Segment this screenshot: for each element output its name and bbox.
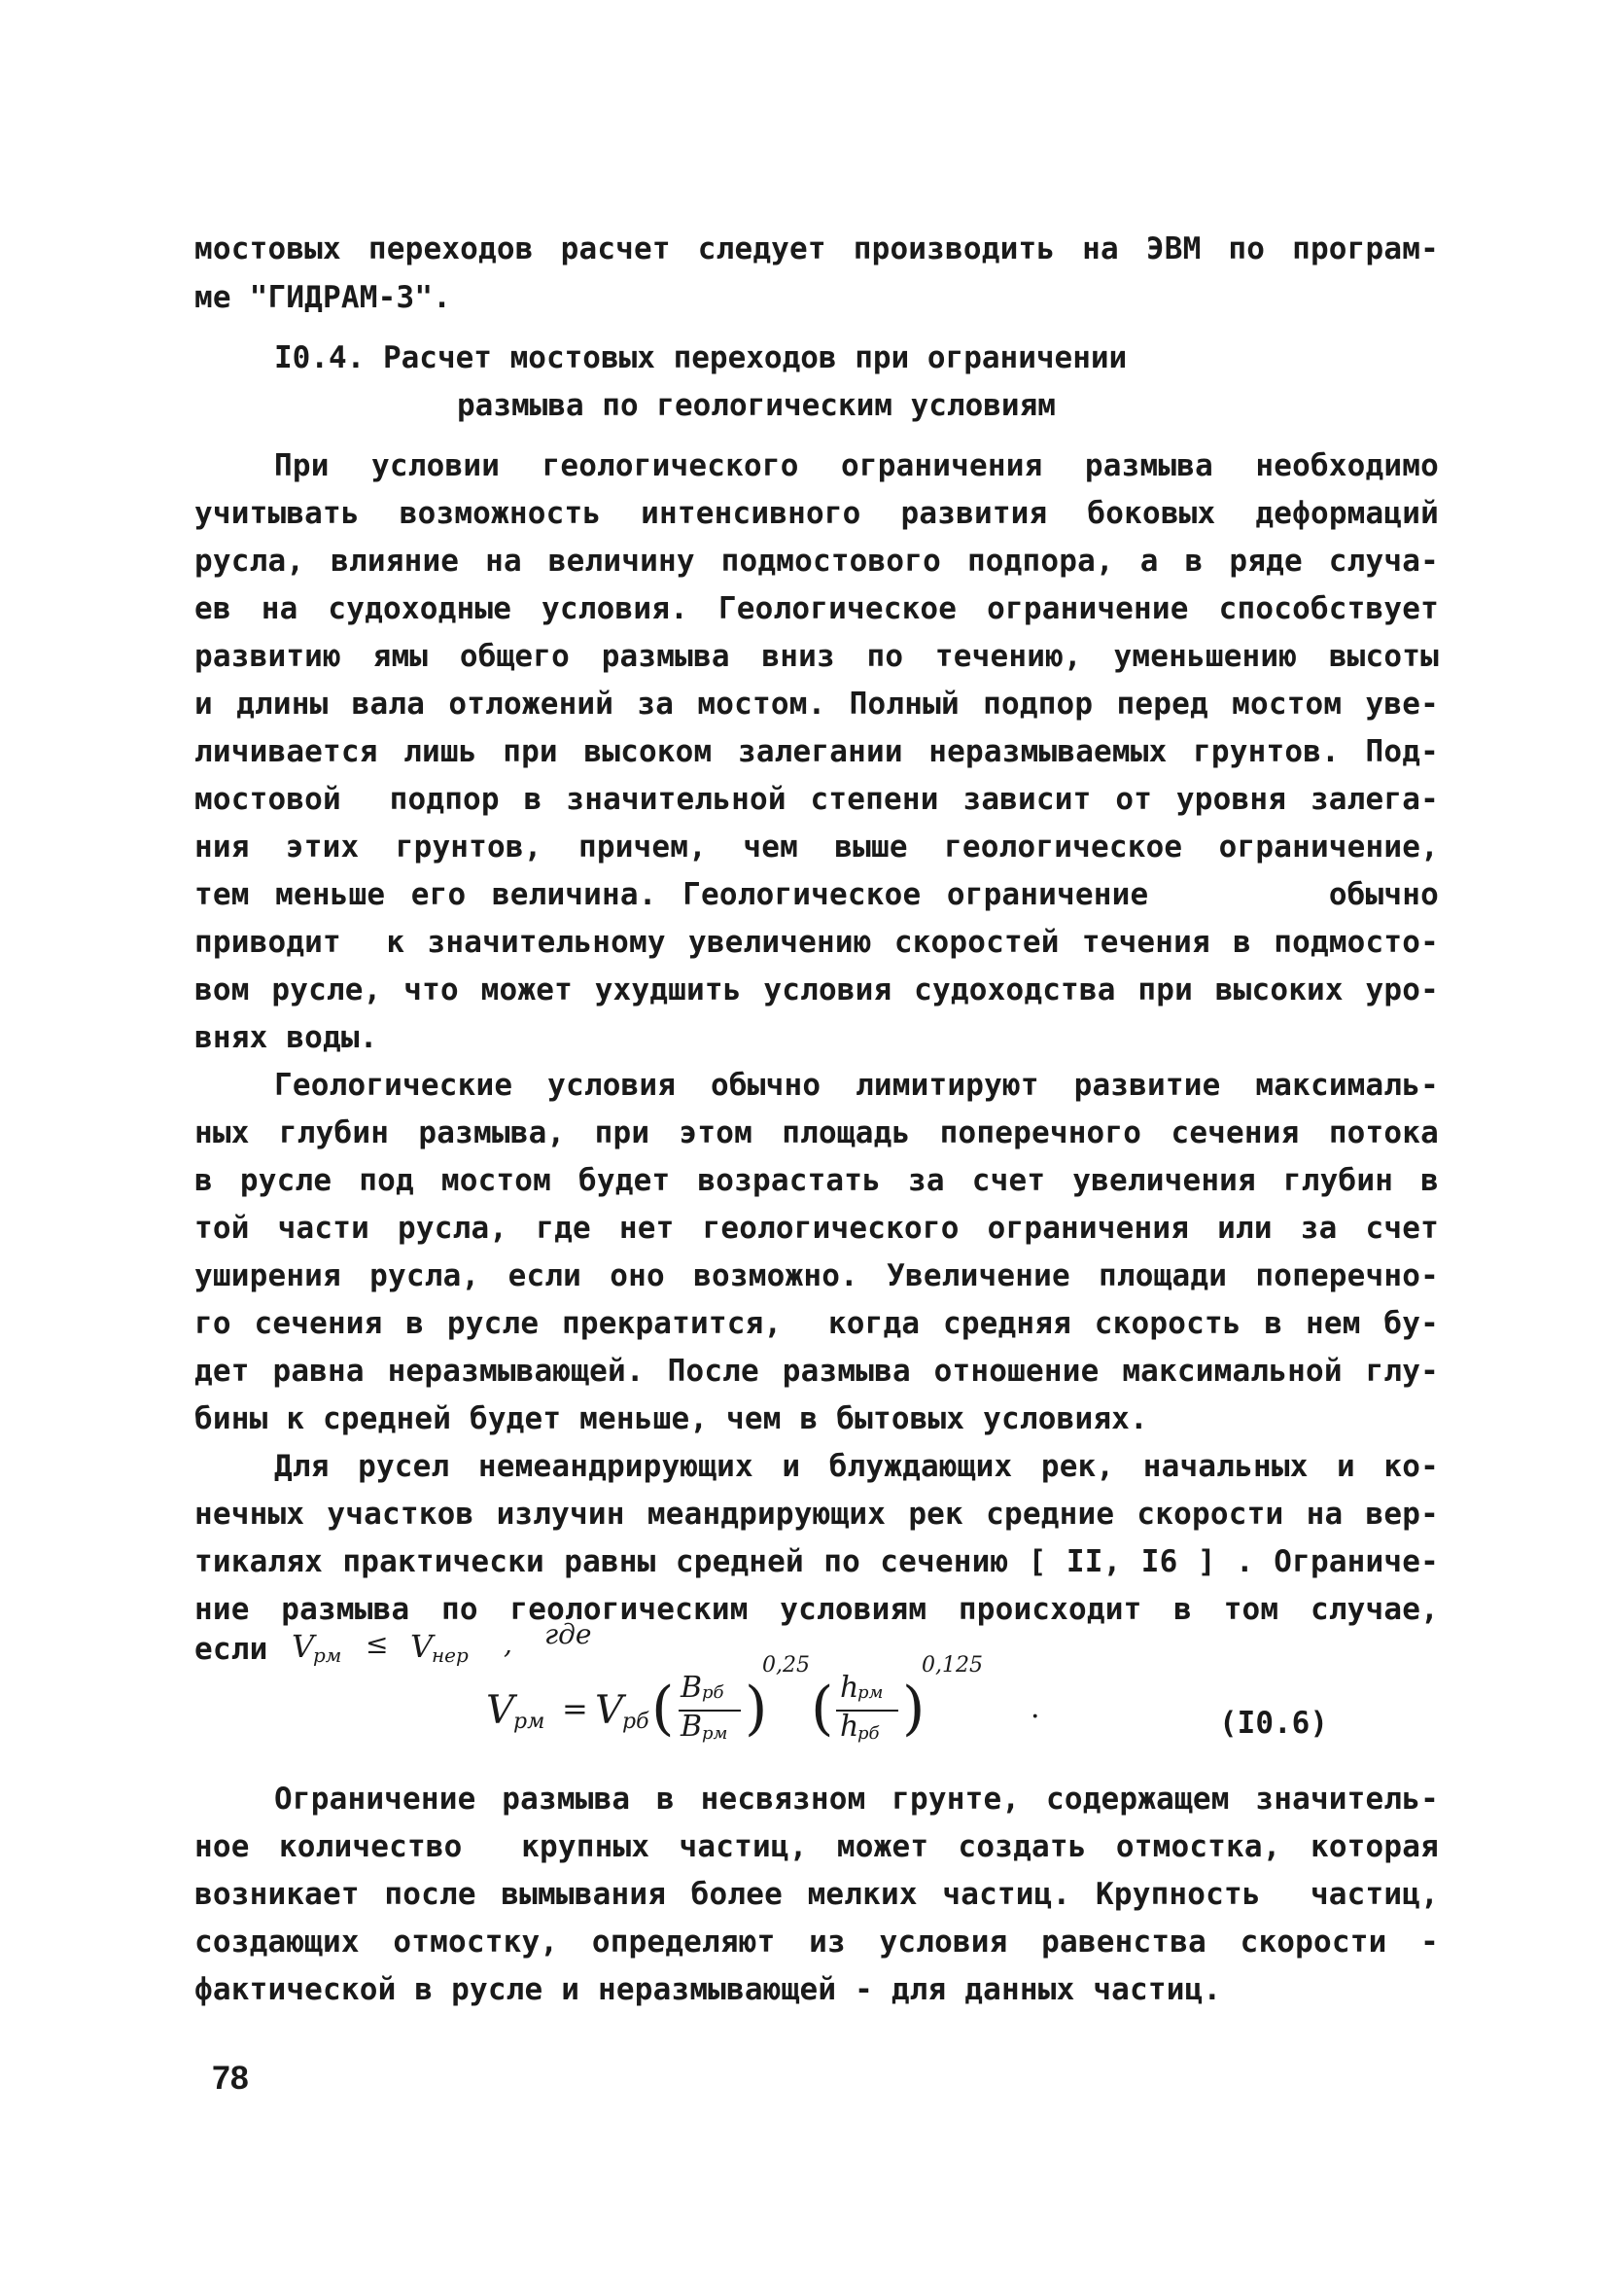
condition-sub1: рм (313, 1643, 342, 1667)
text-line: фактической в русле и неразмывающей - для данных частиц. (194, 1972, 1222, 2007)
condition-comma: , (504, 1628, 512, 1660)
text-line: мостовой подпор в значительной степени зависит от уровня залега- (194, 782, 1439, 817)
formula-rhs-sub: рб (622, 1710, 649, 1734)
formula-frac1-den: B (681, 1710, 703, 1744)
text-line: Геологические условия обычно лимитируют развитие максималь- (274, 1068, 1439, 1103)
section-heading-line2: размыва по геологическим условиям (457, 388, 1056, 423)
condition-sub2: нер (432, 1643, 469, 1667)
text-line: личивается лишь при высоком залегании неразмываемых грунтов. Под- (194, 734, 1439, 769)
text-line: ных глубин размыва, при этом площадь поперечного сечения потока (194, 1115, 1439, 1150)
condition-v1: V (292, 1628, 315, 1665)
text-line: внях воды. (194, 1020, 378, 1055)
text-line: той части русла, где нет геологического ограничения или за счет (194, 1211, 1439, 1246)
formula-paren-open: ( (651, 1675, 675, 1743)
formula-eq: = (562, 1690, 588, 1727)
text-line: дет равна неразмывающей. После размыва отношение максимальной глу- (194, 1354, 1439, 1389)
section-heading-line1: I0.4. Расчет мостовых переходов при ограничении (274, 340, 1128, 375)
text-line: мостовых переходов расчет следует производить на ЭВМ по програм- (194, 231, 1439, 266)
text-line: возникает после вымывания более мелких частиц. Крупность частиц, (194, 1877, 1439, 1912)
formula-paren-close: ) (745, 1675, 768, 1743)
condition-v2: V (410, 1628, 434, 1665)
text-line: и длины вала отложений за мостом. Полный подпор перед мостом уве- (194, 687, 1439, 722)
text-line: в русле под мостом будет возрастать за счет увеличения глубин в (194, 1163, 1439, 1198)
formula-frac1-num: B (681, 1671, 703, 1705)
formula-frac2-num-sub: рм (857, 1682, 884, 1703)
text-line: Ограничение размыва в несвязном грунте, содержащем значитель- (274, 1782, 1439, 1817)
text-line: развитию ямы общего размыва вниз по течению, уменьшению высоты (194, 639, 1439, 674)
text-line: приводит к значительному увеличению скоростей течения в подмосто- (194, 925, 1439, 960)
text-line: При условии геологического ограничения размыва необходимо (274, 448, 1439, 483)
formula-frac1-den-sub: рм (702, 1723, 728, 1744)
text-line: уширения русла, если оно возможно. Увеличение площади поперечно- (194, 1258, 1439, 1293)
text-line: бины к средней будет меньше, чем в бытовых условиях. (194, 1401, 1148, 1436)
text-line: Для русел немеандрирующих и блуждающих рек, начальных и ко- (274, 1449, 1439, 1484)
formula-paren-open: ( (811, 1675, 834, 1743)
text-line: учитывать возможность интенсивного развития боковых деформаций (194, 496, 1439, 531)
text-line: создающих отмостку, определяют из условия равенства скорости - (194, 1925, 1439, 1960)
formula-exp1: 0,25 (762, 1653, 810, 1678)
text-line: вом русле, что может ухудшить условия судоходства при высоких уро- (194, 972, 1439, 1007)
text-line: ния этих грунтов, причем, чем выше геологическое ограничение, (194, 830, 1439, 865)
formula-lhs-sub: рм (513, 1710, 545, 1734)
text-line: ев на судоходные условия. Геологическое ограничение способствует (194, 591, 1439, 626)
formula-lhs-v: V (486, 1688, 514, 1733)
formula-frac2-den: h (840, 1710, 859, 1744)
text-line: тикалях практически равны средней по сечению [ II, I6 ] . Ограниче- (194, 1544, 1439, 1579)
formula-paren-close: ) (902, 1675, 926, 1743)
condition-le: ≤ (366, 1628, 389, 1660)
formula-dot: · (1031, 1700, 1040, 1734)
text-line: нечных участков излучин меандрирующих рек средние скорости на вер- (194, 1497, 1439, 1532)
text-line: тем меньше его величина. Геологическое ограничение обычно (194, 877, 1439, 912)
text-line: ние размыва по геологическим условиям происходит в том случае, (194, 1592, 1439, 1627)
page-number: 78 (212, 2060, 249, 2097)
formula-frac2-den-sub: рб (857, 1723, 880, 1744)
equation-number: (I0.6) (1219, 1706, 1328, 1741)
text-line: ное количество крупных частиц, может создать отмостка, которая (194, 1829, 1439, 1864)
condition-prefix: если (194, 1632, 268, 1667)
text-line: го сечения в русле прекратится, когда средняя скорость в нем бу- (194, 1306, 1439, 1341)
formula-10-6 (486, 1653, 1108, 1760)
text-line: русла, влияние на величину подмостового подпора, а в ряде случа- (194, 544, 1439, 579)
text-line: ме "ГИДРАМ-3". (194, 280, 452, 315)
condition-gde: где (544, 1618, 592, 1650)
formula-frac1-num-sub: рб (702, 1682, 724, 1703)
formula-frac2-num: h (840, 1671, 859, 1705)
formula-rhs-v: V (595, 1688, 623, 1733)
formula-exp2: 0,125 (922, 1653, 983, 1678)
